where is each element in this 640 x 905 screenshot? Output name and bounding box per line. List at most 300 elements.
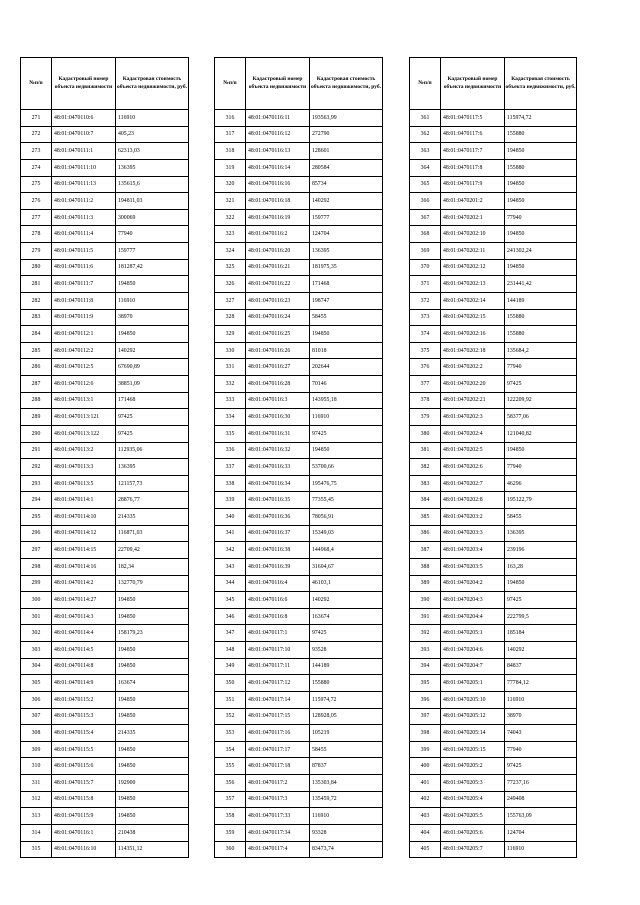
- cadastral-number: 48:01:0470115:4: [52, 725, 116, 742]
- cadastral-number: 48:01:0470115:9: [52, 808, 116, 825]
- row-number: 291: [21, 442, 52, 459]
- cadastral-value: 84837: [505, 658, 577, 675]
- table-row: [215, 841, 383, 858]
- table-row: [410, 775, 577, 792]
- cadastral-value: 128601: [310, 143, 383, 160]
- cadastral-number: 48:01:0470116:22: [246, 276, 310, 293]
- cadastral-value: 38851,09: [116, 376, 189, 393]
- cadastral-number: 48:01:0470111:4: [52, 226, 116, 243]
- row-number: 405: [410, 841, 441, 858]
- cadastral-value: 300069: [116, 209, 189, 226]
- cadastral-number: 48:01:0470114:9: [52, 675, 116, 692]
- cadastral-number: 48:01:0470203:3: [441, 525, 505, 542]
- row-number: 361: [410, 110, 441, 127]
- row-number: 297: [21, 542, 52, 559]
- row-number: 379: [410, 409, 441, 426]
- cadastral-number: 48:01:0470114:1: [52, 492, 116, 509]
- cadastral-number: 48:01:0470116:18: [246, 193, 310, 210]
- cadastral-value: 163,28: [505, 558, 577, 575]
- cadastral-number: 48:01:0470116:30: [246, 409, 310, 426]
- cadastral-number: 48:01:0470205:15: [441, 741, 505, 758]
- table-header-row: [21, 58, 189, 110]
- table-row: [410, 326, 577, 343]
- row-number: 358: [215, 808, 246, 825]
- cadastral-table-1: [20, 57, 189, 858]
- cadastral-number: 48:01:0470117:14: [246, 691, 310, 708]
- cadastral-value: 158179,23: [116, 625, 189, 642]
- cadastral-value: 128928,05: [310, 708, 383, 725]
- row-number: 391: [410, 608, 441, 625]
- cadastral-value: 83473,74: [310, 841, 383, 858]
- table-row: [21, 176, 189, 193]
- cadastral-number: 48:01:0470116:19: [246, 209, 310, 226]
- table-header-row: [410, 58, 577, 110]
- cadastral-number: 48:01:0470117:18: [246, 758, 310, 775]
- table-row: [21, 791, 189, 808]
- cadastral-value: 135459,72: [310, 791, 383, 808]
- table-row: [410, 608, 577, 625]
- table-row: [215, 558, 383, 575]
- table-row: [21, 359, 189, 376]
- cadastral-number: 48:01:0470117:33: [246, 808, 310, 825]
- cadastral-value: 194811,03: [116, 193, 189, 210]
- cadastral-value: 194850: [116, 658, 189, 675]
- table-row: [21, 608, 189, 625]
- table-row: [410, 126, 577, 143]
- cadastral-number: 48:01:0470115:2: [52, 691, 116, 708]
- cadastral-value: 140292: [505, 642, 577, 659]
- cadastral-number: 48:01:0470113:1: [52, 392, 116, 409]
- cadastral-number: 48:01:0470113:2: [52, 442, 116, 459]
- cadastral-number: 48:01:0470204:3: [441, 592, 505, 609]
- table-row: [21, 658, 189, 675]
- row-number: 310: [21, 758, 52, 775]
- row-number: 330: [215, 342, 246, 359]
- cadastral-value: 159777: [116, 243, 189, 260]
- cadastral-value: 85734: [310, 176, 383, 193]
- cadastral-number: 48:01:0470202:16: [441, 326, 505, 343]
- cadastral-value: 97425: [505, 376, 577, 393]
- row-number: 359: [215, 824, 246, 841]
- row-number: 402: [410, 791, 441, 808]
- table-row: [215, 824, 383, 841]
- cadastral-number: 48:01:0470205:10: [441, 691, 505, 708]
- cadastral-value: 194850: [505, 143, 577, 160]
- table-row: [410, 475, 577, 492]
- row-number: 377: [410, 376, 441, 393]
- row-number: 311: [21, 775, 52, 792]
- cadastral-value: 195122,79: [505, 492, 577, 509]
- table-row: [21, 326, 189, 343]
- table-row: [410, 758, 577, 775]
- table-row: [215, 442, 383, 459]
- row-number: 328: [215, 309, 246, 326]
- cadastral-value: 241302,24: [505, 243, 577, 260]
- table-row: [215, 525, 383, 542]
- cadastral-value: 155880: [505, 309, 577, 326]
- table-row: [21, 376, 189, 393]
- cadastral-number: 48:01:0470111:9: [52, 309, 116, 326]
- row-number: 272: [21, 126, 52, 143]
- cadastral-value: 272790: [310, 126, 383, 143]
- row-number: 390: [410, 592, 441, 609]
- table-row: [21, 625, 189, 642]
- table-row: [215, 292, 383, 309]
- cadastral-number: 48:01:0470116:31: [246, 425, 310, 442]
- row-number: 338: [215, 475, 246, 492]
- table-body: [215, 110, 383, 858]
- row-number: 355: [215, 758, 246, 775]
- cadastral-number: 48:01:0470116:13: [246, 143, 310, 160]
- row-number: 313: [21, 808, 52, 825]
- cadastral-number: 48:01:0470111:5: [52, 243, 116, 260]
- cadastral-number: 48:01:0470112:2: [52, 342, 116, 359]
- cadastral-value: 53700,66: [310, 459, 383, 476]
- table-row: [410, 193, 577, 210]
- cadastral-value: 74043: [505, 725, 577, 742]
- cadastral-number: 48:01:0470117:7: [441, 143, 505, 160]
- table-row: [410, 791, 577, 808]
- cadastral-number: 48:01:0470202:12: [441, 259, 505, 276]
- row-number: 304: [21, 658, 52, 675]
- table-row: [215, 359, 383, 376]
- row-number: 381: [410, 442, 441, 459]
- cadastral-number: 48:01:0470203:5: [441, 558, 505, 575]
- cadastral-value: 136395: [310, 243, 383, 260]
- cadastral-number: 48:01:0470116:4: [246, 575, 310, 592]
- cadastral-number: 48:01:0470117:34: [246, 824, 310, 841]
- cadastral-number: 48:01:0470204:4: [441, 608, 505, 625]
- row-number: 273: [21, 143, 52, 160]
- table-row: [410, 824, 577, 841]
- row-number: 345: [215, 592, 246, 609]
- cadastral-value: 67690,89: [116, 359, 189, 376]
- row-number: 372: [410, 292, 441, 309]
- cadastral-value: 121040,82: [505, 425, 577, 442]
- table-row: [215, 575, 383, 592]
- table-row: [215, 176, 383, 193]
- cadastral-number: 48:01:0470202:13: [441, 276, 505, 293]
- row-number: 393: [410, 642, 441, 659]
- table-row: [21, 525, 189, 542]
- row-number: 308: [21, 725, 52, 742]
- table-row: [410, 342, 577, 359]
- cadastral-value: 116910: [505, 691, 577, 708]
- cadastral-number: 48:01:0470116:37: [246, 525, 310, 542]
- header-num: №п/п: [410, 58, 441, 110]
- row-number: 318: [215, 143, 246, 160]
- table-row: [215, 193, 383, 210]
- table-row: [215, 309, 383, 326]
- cadastral-value: 194850: [505, 193, 577, 210]
- cadastral-value: 116910: [116, 110, 189, 127]
- row-number: 401: [410, 775, 441, 792]
- table-row: [21, 309, 189, 326]
- table-row: [215, 475, 383, 492]
- cadastral-number: 48:01:0470202:11: [441, 243, 505, 260]
- row-number: 279: [21, 243, 52, 260]
- cadastral-value: 280584: [310, 159, 383, 176]
- cadastral-value: 194850: [505, 226, 577, 243]
- cadastral-value: 155880: [505, 159, 577, 176]
- header-num: №п/п: [21, 58, 52, 110]
- cadastral-value: 155880: [505, 326, 577, 343]
- row-number: 288: [21, 392, 52, 409]
- table-row: [410, 625, 577, 642]
- cadastral-number: 48:01:0470111:3: [52, 209, 116, 226]
- cadastral-value: 97425: [310, 625, 383, 642]
- row-number: 344: [215, 575, 246, 592]
- cadastral-value: 132770,79: [116, 575, 189, 592]
- table-row: [215, 110, 383, 127]
- table-row: [21, 808, 189, 825]
- cadastral-number: 48:01:0470110:7: [52, 126, 116, 143]
- row-number: 289: [21, 409, 52, 426]
- cadastral-number: 48:01:0470117:4: [246, 841, 310, 858]
- cadastral-number: 48:01:0470116:27: [246, 359, 310, 376]
- row-number: 360: [215, 841, 246, 858]
- table-row: [410, 725, 577, 742]
- row-number: 317: [215, 126, 246, 143]
- row-number: 280: [21, 259, 52, 276]
- table-row: [410, 409, 577, 426]
- table-row: [215, 492, 383, 509]
- table-row: [215, 708, 383, 725]
- cadastral-number: 48:01:0470202:20: [441, 376, 505, 393]
- row-number: 332: [215, 376, 246, 393]
- cadastral-number: 48:01:0470113:121: [52, 409, 116, 426]
- cadastral-number: 48:01:0470110:6: [52, 110, 116, 127]
- cadastral-value: 70146: [310, 376, 383, 393]
- cadastral-value: 15349,03: [310, 525, 383, 542]
- cadastral-value: 97425: [310, 425, 383, 442]
- cadastral-value: 231441,42: [505, 276, 577, 293]
- cadastral-value: 198747: [310, 292, 383, 309]
- cadastral-number: 48:01:0470205:12: [441, 708, 505, 725]
- cadastral-number: 48:01:0470113:122: [52, 425, 116, 442]
- cadastral-number: 48:01:0470203:4: [441, 542, 505, 559]
- cadastral-number: 48:01:0470116:2: [246, 226, 310, 243]
- cadastral-value: 136395: [116, 459, 189, 476]
- cadastral-value: 97425: [505, 592, 577, 609]
- cadastral-value: 194850: [116, 691, 189, 708]
- cadastral-value: 31604,67: [310, 558, 383, 575]
- row-number: 346: [215, 608, 246, 625]
- row-number: 334: [215, 409, 246, 426]
- row-number: 339: [215, 492, 246, 509]
- cadastral-number: 48:01:0470205:7: [441, 841, 505, 858]
- table-row: [215, 126, 383, 143]
- cadastral-value: 116871,03: [116, 525, 189, 542]
- cadastral-value: 46296: [505, 475, 577, 492]
- header-cadastral: Кадастровый номер объекта недвижимости: [52, 58, 116, 110]
- table-row: [21, 725, 189, 742]
- row-number: 397: [410, 708, 441, 725]
- table-row: [21, 342, 189, 359]
- row-number: 320: [215, 176, 246, 193]
- cadastral-number: 48:01:0470205:14: [441, 725, 505, 742]
- row-number: 342: [215, 542, 246, 559]
- table-row: [215, 642, 383, 659]
- table-row: [21, 126, 189, 143]
- cadastral-number: 48:01:0470113:5: [52, 475, 116, 492]
- row-number: 348: [215, 642, 246, 659]
- cadastral-number: 48:01:0470202:14: [441, 292, 505, 309]
- cadastral-value: 181287,42: [116, 259, 189, 276]
- row-number: 302: [21, 625, 52, 642]
- cadastral-number: 48:01:0470205:1: [441, 675, 505, 692]
- cadastral-number: 48:01:0470117:2: [246, 775, 310, 792]
- cadastral-number: 48:01:0470117:11: [246, 658, 310, 675]
- cadastral-number: 48:01:0470116:1: [52, 824, 116, 841]
- cadastral-number: 48:01:0470111:8: [52, 292, 116, 309]
- cadastral-number: 48:01:0470117:9: [441, 176, 505, 193]
- cadastral-number: 48:01:0470202:18: [441, 342, 505, 359]
- cadastral-number: 48:01:0470202:10: [441, 226, 505, 243]
- cadastral-value: 97425: [116, 425, 189, 442]
- table-row: [215, 459, 383, 476]
- cadastral-number: 48:01:0470202:15: [441, 309, 505, 326]
- row-number: 366: [410, 193, 441, 210]
- cadastral-number: 48:01:0470202:5: [441, 442, 505, 459]
- cadastral-number: 48:01:0470204:2: [441, 575, 505, 592]
- cadastral-value: 144189: [310, 658, 383, 675]
- cadastral-number: 48:01:0470202:8: [441, 492, 505, 509]
- cadastral-value: 28876,77: [116, 492, 189, 509]
- cadastral-number: 48:01:0470205:1: [441, 625, 505, 642]
- cadastral-value: 194850: [116, 741, 189, 758]
- cadastral-value: 222799,5: [505, 608, 577, 625]
- cadastral-value: 182,34: [116, 558, 189, 575]
- cadastral-value: 116910: [310, 808, 383, 825]
- cadastral-number: 48:01:0470111:2: [52, 193, 116, 210]
- table-row: [21, 409, 189, 426]
- cadastral-number: 48:01:0470202:2: [441, 359, 505, 376]
- table-row: [21, 558, 189, 575]
- cadastral-number: 48:01:0470201:2: [441, 193, 505, 210]
- row-number: 362: [410, 126, 441, 143]
- cadastral-number: 48:01:0470114:4: [52, 625, 116, 642]
- cadastral-value: 124704: [505, 824, 577, 841]
- cadastral-value: 194850: [505, 575, 577, 592]
- cadastral-number: 48:01:0470111:1: [52, 143, 116, 160]
- cadastral-number: 48:01:0470116:11: [246, 110, 310, 127]
- table-row: [21, 193, 189, 210]
- cadastral-value: 140292: [310, 592, 383, 609]
- table-row: [215, 409, 383, 426]
- table-row: [215, 658, 383, 675]
- table-row: [410, 442, 577, 459]
- cadastral-number: 48:01:0470112:6: [52, 376, 116, 393]
- row-number: 284: [21, 326, 52, 343]
- table-row: [410, 459, 577, 476]
- cadastral-value: 194850: [310, 326, 383, 343]
- row-number: 347: [215, 625, 246, 642]
- table-row: [21, 824, 189, 841]
- table-row: [410, 276, 577, 293]
- row-number: 383: [410, 475, 441, 492]
- cadastral-number: 48:01:0470205:4: [441, 791, 505, 808]
- cadastral-number: 48:01:0470204:7: [441, 658, 505, 675]
- cadastral-value: 115974,72: [505, 110, 577, 127]
- cadastral-value: 194850: [116, 758, 189, 775]
- cadastral-value: 194850: [116, 276, 189, 293]
- table-row: [410, 392, 577, 409]
- row-number: 398: [410, 725, 441, 742]
- table-row: [21, 292, 189, 309]
- row-number: 295: [21, 509, 52, 526]
- row-number: 337: [215, 459, 246, 476]
- cadastral-number: 48:01:0470111:10: [52, 159, 116, 176]
- row-number: 275: [21, 176, 52, 193]
- cadastral-value: 163674: [310, 608, 383, 625]
- cadastral-value: 93328: [310, 824, 383, 841]
- cadastral-number: 48:01:0470116:20: [246, 243, 310, 260]
- cadastral-number: 48:01:0470116:34: [246, 475, 310, 492]
- row-number: 350: [215, 675, 246, 692]
- header-value: Кадастровая стоимость объекта недвижимости, руб.: [116, 58, 189, 110]
- cadastral-value: 163674: [116, 675, 189, 692]
- cadastral-value: 121157,73: [116, 475, 189, 492]
- cadastral-number: 48:01:0470117:15: [246, 708, 310, 725]
- table-row: [410, 575, 577, 592]
- table-row: [21, 675, 189, 692]
- cadastral-number: 48:01:0470205:6: [441, 824, 505, 841]
- cadastral-number: 48:01:0470203:2: [441, 509, 505, 526]
- header-cadastral: Кадастровый номер объекта недвижимости: [246, 58, 310, 110]
- cadastral-value: 135684,2: [505, 342, 577, 359]
- table-row: [410, 492, 577, 509]
- cadastral-value: 194850: [505, 442, 577, 459]
- table-row: [21, 542, 189, 559]
- header-value: Кадастровая стоимость объекта недвижимости, руб.: [310, 58, 383, 110]
- cadastral-number: 48:01:0470114:27: [52, 592, 116, 609]
- row-number: 303: [21, 642, 52, 659]
- table-row: [410, 309, 577, 326]
- row-number: 282: [21, 292, 52, 309]
- table-row: [215, 741, 383, 758]
- row-number: 363: [410, 143, 441, 160]
- table-body: [21, 110, 189, 858]
- table-row: [215, 425, 383, 442]
- cadastral-value: 136395: [116, 159, 189, 176]
- table-row: [410, 658, 577, 675]
- table-row: [21, 276, 189, 293]
- row-number: 292: [21, 459, 52, 476]
- row-number: 351: [215, 691, 246, 708]
- table-row: [21, 243, 189, 260]
- row-number: 395: [410, 675, 441, 692]
- cadastral-value: 124704: [310, 226, 383, 243]
- cadastral-number: 48:01:0470205:3: [441, 775, 505, 792]
- table-row: [410, 209, 577, 226]
- cadastral-value: 77940: [505, 209, 577, 226]
- row-number: 312: [21, 791, 52, 808]
- cadastral-number: 48:01:0470116:8: [246, 608, 310, 625]
- cadastral-value: 77940: [505, 459, 577, 476]
- cadastral-value: 140292: [116, 342, 189, 359]
- row-number: 271: [21, 110, 52, 127]
- cadastral-number: 48:01:0470114:2: [52, 575, 116, 592]
- cadastral-number: 48:01:0470111:7: [52, 276, 116, 293]
- cadastral-number: 48:01:0470202:3: [441, 409, 505, 426]
- cadastral-value: 77940: [505, 359, 577, 376]
- cadastral-value: 171468: [116, 392, 189, 409]
- row-number: 305: [21, 675, 52, 692]
- table-row: [410, 841, 577, 858]
- cadastral-number: 48:01:0470114:15: [52, 542, 116, 559]
- row-number: 368: [410, 226, 441, 243]
